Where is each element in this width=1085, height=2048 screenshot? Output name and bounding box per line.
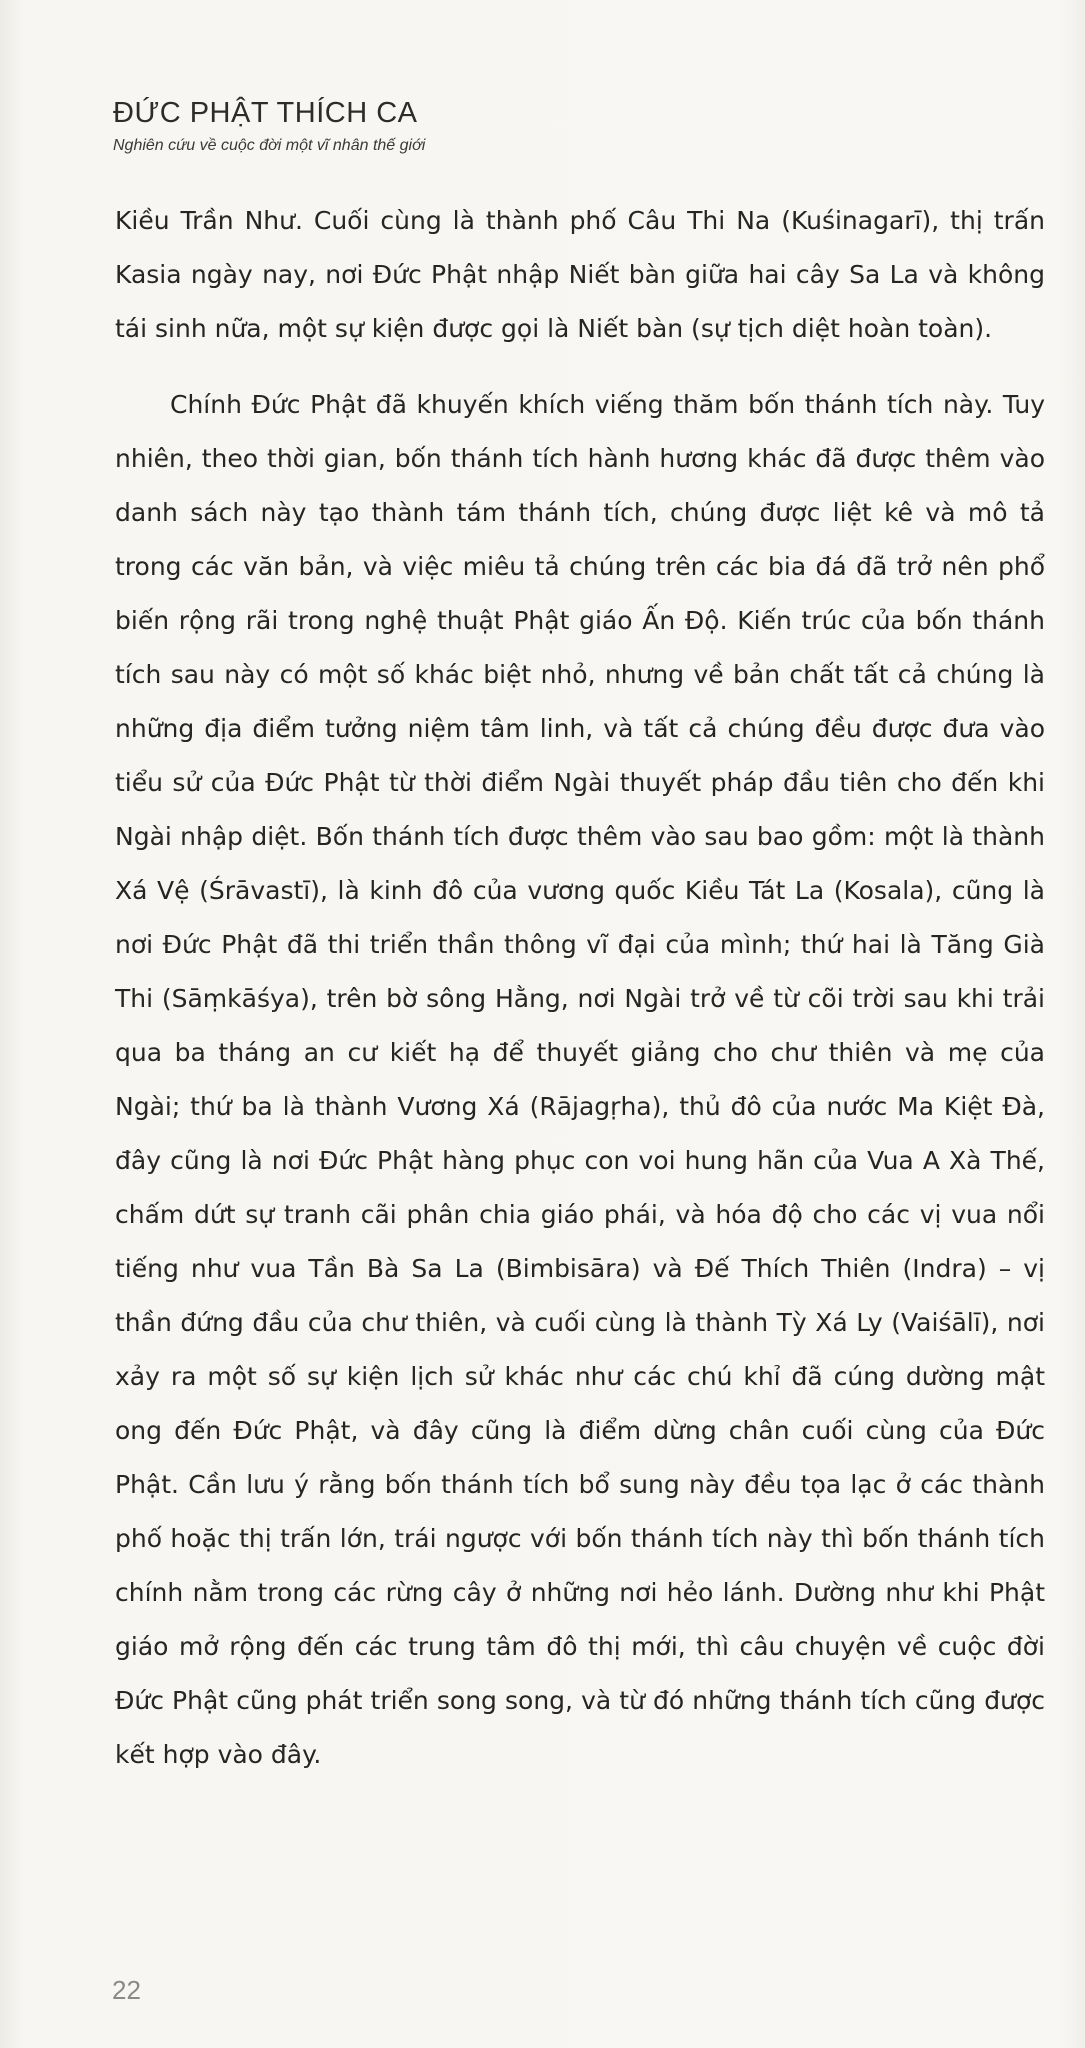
- page-number: 22: [112, 1975, 141, 2005]
- paragraph-pilgrimage-sites: Chính Đức Phật đã khuyến khích viếng thăm bốn thánh tích này. Tuy nhiên, theo thời gian, bốn thánh tích hành hương khác đã được thêm vào danh sách này tạo thành tám thánh tích, chúng được liệt kê và mô tả trong các văn bản, và việc miêu tả chúng trên các bia đá đã trở nên phổ biến rộng rãi trong nghệ thuật Phật giáo Ấn Độ. Kiến trúc của bốn thánh tích sau này có một số khác biệt nhỏ, nhưng về bản chất tất cả chúng là những địa điểm tưởng niệm tâm linh, và tất cả chúng đều được đưa vào tiểu sử của Đức Phật từ thời điểm Ngài thuyết pháp đầu tiên cho đến khi Ngài nhập diệt. Bốn thánh tích được thêm vào sau bao gồm: một là thành Xá Vệ (Śrāvastī), là kinh đô của vương quốc Kiều Tát La (Kosala), cũng là nơi Đức Phật đã thi triển thần thông vĩ đại của mình; thứ hai là Tăng Già Thi (Sāṃkāśya), trên bờ sông Hằng, nơi Ngài trở về từ cõi trời sau khi trải qua ba tháng an cư kiết hạ để thuyết giảng cho chư thiên và mẹ của Ngài; thứ ba là thành Vương Xá (Rājagṛha), thủ đô của nước Ma Kiệt Đà, đây cũng là nơi Đức Phật hàng phục con voi hung hãn của Vua A Xà Thế, chấm dứt sự tranh cãi phân chia giáo phái, và hóa độ cho các vị vua nổi tiếng như vua Tần Bà Sa La (Bimbisāra) và Đế Thích Thiên (Indra) – vị thần đứng đầu của chư thiên, và cuối cùng là thành Tỳ Xá Ly (Vaiśālī), nơi xảy ra một số sự kiện lịch sử khác như các chú khỉ đã cúng dường mật ong đến Đức Phật, và đây cũng là điểm dừng chân cuối cùng của Đức Phật. Cần lưu ý rằng bốn thánh tích bổ sung này đều tọa lạc ở các thành phố hoặc thị trấn lớn, trái ngược với bốn thánh tích này thì bốn thánh tích chính nằm trong các rừng cây ở những nơi hẻo lánh. Dường như khi Phật giáo mở rộng đến các trung tâm đô thị mới, thì câu chuyện về cuộc đời Đức Phật cũng phát triển song song, và từ đó những thánh tích cũng được kết hợp vào đây.: [115, 390, 1045, 1769]
- book-title: ĐỨC PHẬT THÍCH CA: [113, 97, 418, 129]
- body-text: [115, 194, 1045, 1782]
- paragraph-continuation: Kiều Trần Như. Cuối cùng là thành phố Câu Thi Na (Kuśinagarī), thị trấn Kasia ngày nay, nơi Đức Phật nhập Niết bàn giữa hai cây Sa La và không tái sinh nữa, một sự kiện được gọi là Niết bàn (sự tịch diệt hoàn toàn).: [115, 206, 1045, 343]
- running-header: [113, 95, 813, 157]
- book-subtitle: Nghiên cứu về cuộc đời một vĩ nhân thế giới: [113, 137, 426, 154]
